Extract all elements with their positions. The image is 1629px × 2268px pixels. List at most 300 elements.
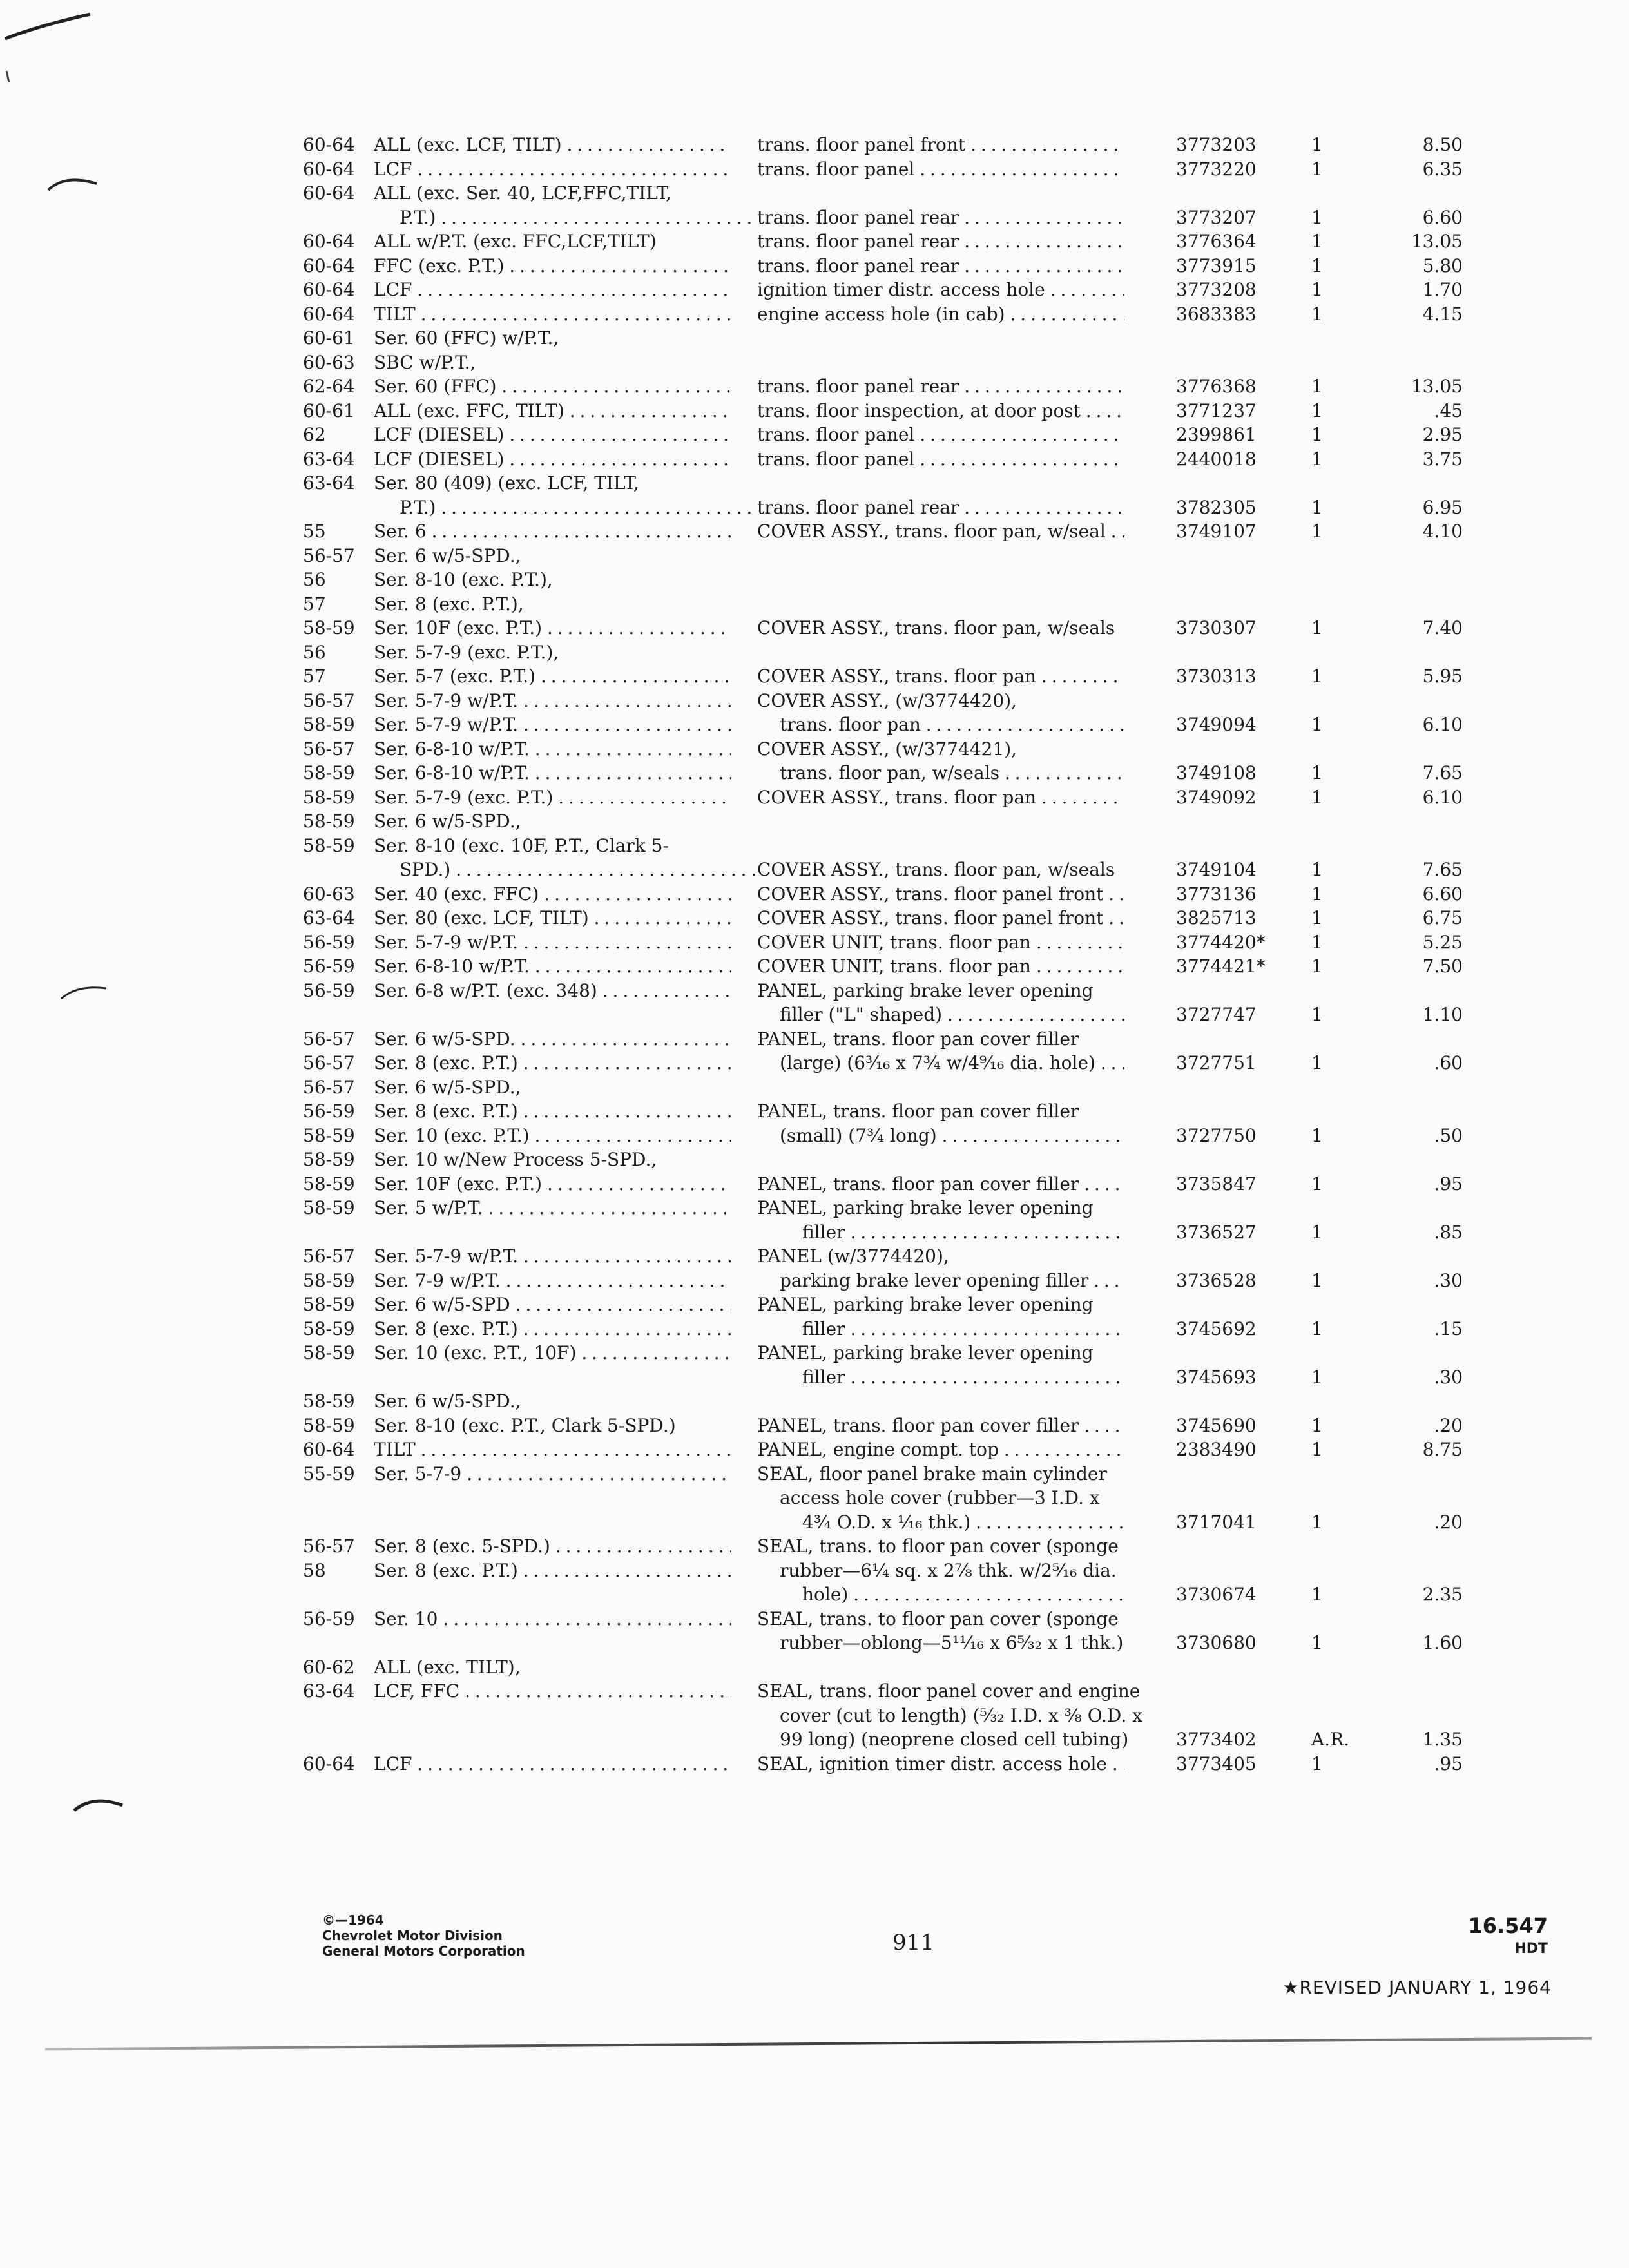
model-years: 56-59 xyxy=(303,979,355,1001)
price: 13.05 xyxy=(1411,376,1463,397)
quantity: 1 xyxy=(1311,1221,1323,1243)
part-number: 3745692 xyxy=(1176,1318,1257,1340)
description: trans. floor panel . . . xyxy=(757,423,1124,447)
table-row xyxy=(303,519,1463,544)
application: SPD.) . . . xyxy=(400,858,757,882)
quantity: 1 xyxy=(1311,956,1323,977)
quantity: 1 xyxy=(1311,231,1323,252)
table-row xyxy=(303,1365,1463,1390)
model-years: 57 xyxy=(303,666,326,687)
quantity: 1 xyxy=(1311,303,1323,325)
application: Ser. 8 (exc. P.T.) . . . xyxy=(374,1317,731,1341)
description: PANEL, parking brake lever opening xyxy=(757,979,1094,1001)
table-row xyxy=(303,737,1463,762)
model-years: 58-59 xyxy=(303,1318,355,1340)
application: Ser. 6-8-10 w/P.T. . . . xyxy=(374,954,731,979)
part-number: 3727747 xyxy=(1176,1004,1257,1025)
model-years: 62-64 xyxy=(303,376,355,397)
table-row xyxy=(303,1244,1463,1269)
description: trans. floor pan . . . xyxy=(780,713,1124,737)
table-row xyxy=(303,1486,1463,1510)
quantity: 1 xyxy=(1311,1269,1323,1291)
model-years: 58-59 xyxy=(303,1269,355,1291)
section-code: HDT xyxy=(1514,1941,1548,1957)
quantity: 1 xyxy=(1311,1004,1323,1025)
description: PANEL, trans. floor pan cover filler . . . xyxy=(757,1414,1124,1438)
copyright: ©—1964 xyxy=(322,1912,384,1928)
quantity: 1 xyxy=(1311,762,1323,783)
table-row xyxy=(303,1510,1463,1535)
application: Ser. 10F (exc. P.T.) . . . xyxy=(374,616,731,640)
table-row xyxy=(303,1655,1463,1680)
division: Chevrolet Motor Division xyxy=(322,1928,503,1943)
table-row xyxy=(303,809,1463,834)
model-years: 60-61 xyxy=(303,327,355,349)
quantity: 1 xyxy=(1311,1124,1323,1146)
model-years: 60-64 xyxy=(303,279,355,300)
price: 1.70 xyxy=(1422,279,1463,300)
part-number: 3683383 xyxy=(1176,303,1257,325)
part-number: 3749094 xyxy=(1176,714,1257,735)
table-row xyxy=(303,1099,1463,1124)
application: Ser. 6 w/5-SPD., xyxy=(374,1076,521,1098)
price: 2.95 xyxy=(1422,424,1463,445)
table-row xyxy=(303,1727,1463,1752)
model-years: 56 xyxy=(303,641,326,663)
model-years: 60-63 xyxy=(303,351,355,373)
table-row xyxy=(303,1704,1463,1728)
application: Ser. 80 (exc. LCF, TILT) . . . xyxy=(374,906,731,930)
quantity: 1 xyxy=(1311,158,1323,180)
corporation: General Motors Corporation xyxy=(322,1943,525,1959)
table-row xyxy=(303,351,1463,375)
quantity: 1 xyxy=(1311,279,1323,300)
application: Ser. 8-10 (exc. P.T., Clark 5-SPD.) xyxy=(374,1414,676,1436)
model-years: 60-61 xyxy=(303,399,355,421)
description: PANEL, trans. floor pan cover filler xyxy=(757,1028,1079,1050)
scan-mark-left-3 xyxy=(71,1791,129,1817)
table-row xyxy=(303,1607,1463,1631)
model-years: 60-64 xyxy=(303,303,355,325)
quantity: 1 xyxy=(1311,714,1323,735)
price: .30 xyxy=(1434,1366,1463,1388)
table-row xyxy=(303,1051,1463,1075)
model-years: 56-57 xyxy=(303,544,355,566)
model-years: 58-59 xyxy=(303,1390,355,1412)
description: trans. floor pan, w/seals . . . xyxy=(780,761,1124,785)
description: COVER UNIT, trans. floor pan . . . xyxy=(757,954,1124,979)
part-number: 3749108 xyxy=(1176,762,1257,783)
price: 7.40 xyxy=(1422,617,1463,639)
table-row xyxy=(303,1341,1463,1365)
description: trans. floor panel rear . . . xyxy=(757,495,1124,520)
price: .20 xyxy=(1434,1414,1463,1436)
description: filler . . . xyxy=(802,1317,1124,1341)
part-number: 3773203 xyxy=(1176,134,1257,155)
description: COVER ASSY., trans. floor pan, w/seals xyxy=(757,859,1115,880)
table-row xyxy=(303,568,1463,592)
application: Ser. 80 (409) (exc. LCF, TILT, xyxy=(374,472,639,494)
model-years: 63-64 xyxy=(303,448,355,470)
table-row xyxy=(303,254,1463,278)
description: 4³⁄₄ O.D. x ¹⁄₁₆ thk.) . . . xyxy=(802,1510,1124,1535)
description: PANEL, trans. floor pan cover filler . . . xyxy=(757,1172,1124,1196)
model-years: 58-59 xyxy=(303,1414,355,1436)
price: 13.05 xyxy=(1411,231,1463,252)
description: PANEL, parking brake lever opening xyxy=(757,1197,1094,1218)
model-years: 56-59 xyxy=(303,1100,355,1122)
application: Ser. 8 (exc. P.T.), xyxy=(374,593,524,615)
quantity: 1 xyxy=(1311,399,1323,421)
description: SEAL, trans. floor panel cover and engine xyxy=(757,1680,1141,1702)
quantity: 1 xyxy=(1311,1414,1323,1436)
description: SEAL, ignition timer distr. access hole . . . xyxy=(757,1752,1124,1776)
quantity: 1 xyxy=(1311,931,1323,953)
price: .15 xyxy=(1434,1318,1463,1340)
quantity: 1 xyxy=(1311,617,1323,639)
application: Ser. 10 (exc. P.T., 10F) . . . xyxy=(374,1341,731,1365)
quantity: 1 xyxy=(1311,424,1323,445)
part-number: 3730313 xyxy=(1176,666,1257,687)
price: 6.60 xyxy=(1422,206,1463,228)
table-row xyxy=(303,954,1463,979)
scan-mark-left-2 xyxy=(58,979,116,1005)
model-years: 58-59 xyxy=(303,714,355,735)
table-row xyxy=(303,713,1463,737)
description: trans. floor panel . . . xyxy=(757,447,1124,472)
price: 4.15 xyxy=(1422,303,1463,325)
description: cover (cut to length) (⁵⁄₃₂ I.D. x ³⁄₈ O.D. x xyxy=(780,1704,1142,1726)
price: 5.80 xyxy=(1422,255,1463,276)
description: trans. floor panel . . . xyxy=(757,157,1124,182)
part-number: 3774421* xyxy=(1176,956,1266,977)
table-row xyxy=(303,979,1463,1003)
price: 6.10 xyxy=(1422,714,1463,735)
application: Ser. 5-7 (exc. P.T.) . . . xyxy=(374,664,731,689)
application: Ser. 10 . . . xyxy=(374,1607,731,1631)
table-row xyxy=(303,1172,1463,1196)
table-row xyxy=(303,181,1463,206)
description: (large) (6³⁄₁₆ x 7³⁄₄ w/4⁹⁄₁₆ dia. hole) . . . xyxy=(780,1051,1124,1075)
part-number: 3773220 xyxy=(1176,158,1257,180)
application: ALL (exc. TILT), xyxy=(374,1656,521,1678)
part-number: 3717041 xyxy=(1176,1511,1257,1533)
application: Ser. 8 (exc. P.T.) . . . xyxy=(374,1051,731,1075)
model-years: 58 xyxy=(303,1559,326,1581)
description: trans. floor panel rear . . . xyxy=(757,254,1124,278)
application: LCF (DIESEL) . . . xyxy=(374,423,731,447)
application: ALL (exc. Ser. 40, LCF,FFC,TILT, xyxy=(374,182,672,204)
model-years: 62 xyxy=(303,424,326,445)
price: 4.10 xyxy=(1422,521,1463,542)
price: 7.50 xyxy=(1422,956,1463,977)
part-number: 3730674 xyxy=(1176,1584,1257,1605)
application: LCF, FFC . . . xyxy=(374,1679,731,1704)
description: COVER UNIT, trans. floor pan . . . xyxy=(757,930,1124,955)
quantity: 1 xyxy=(1311,521,1323,542)
table-row xyxy=(303,447,1463,472)
scan-mark-top-left xyxy=(0,0,116,90)
model-years: 58-59 xyxy=(303,834,355,856)
quantity: 1 xyxy=(1311,666,1323,687)
description: COVER ASSY., trans. floor panel front . . . xyxy=(757,906,1124,930)
part-number: 3745690 xyxy=(1176,1414,1257,1436)
quantity: 1 xyxy=(1311,496,1323,518)
description: 99 long) (neoprene closed cell tubing) xyxy=(780,1729,1129,1750)
table-row xyxy=(303,1389,1463,1414)
application: Ser. 6-8 w/P.T. (exc. 348) . . . xyxy=(374,979,731,1003)
quantity: 1 xyxy=(1311,1366,1323,1388)
model-years: 60-64 xyxy=(303,1439,355,1460)
application: Ser. 6 w/5-SPD. . . . xyxy=(374,1027,731,1052)
application: Ser. 5-7-9 w/P.T. . . . xyxy=(374,1244,731,1269)
table-row xyxy=(303,1293,1463,1317)
application: Ser. 60 (FFC) . . . xyxy=(374,374,731,399)
table-row xyxy=(303,906,1463,930)
page-number: 911 xyxy=(892,1930,934,1956)
model-years: 56-57 xyxy=(303,1245,355,1267)
table-row xyxy=(303,1269,1463,1293)
application: Ser. 6 . . . xyxy=(374,519,731,544)
table-row xyxy=(303,1317,1463,1341)
part-number: 3727750 xyxy=(1176,1124,1257,1146)
table-row xyxy=(303,471,1463,495)
application: ALL (exc. FFC, TILT) . . . xyxy=(374,399,731,423)
price: .95 xyxy=(1434,1173,1463,1195)
part-number: 3773402 xyxy=(1176,1729,1257,1750)
table-row xyxy=(303,930,1463,955)
part-number: 3773207 xyxy=(1176,206,1257,228)
model-years: 60-64 xyxy=(303,231,355,252)
model-years: 56-57 xyxy=(303,689,355,711)
description: hole) . . . xyxy=(802,1582,1124,1607)
application: Ser. 7-9 w/P.T. . . . xyxy=(374,1269,731,1293)
quantity: 1 xyxy=(1311,1584,1323,1605)
quantity: 1 xyxy=(1311,1052,1323,1073)
model-years: 58-59 xyxy=(303,1197,355,1218)
part-number: 2399861 xyxy=(1176,424,1257,445)
price: 8.75 xyxy=(1422,1439,1463,1460)
table-row xyxy=(303,302,1463,327)
part-number: 3749107 xyxy=(1176,521,1257,542)
description: ignition timer distr. access hole . . . xyxy=(757,278,1124,302)
model-years: 58-59 xyxy=(303,1124,355,1146)
table-row xyxy=(303,278,1463,302)
table-row xyxy=(303,1075,1463,1100)
description: PANEL, trans. floor pan cover filler xyxy=(757,1100,1079,1122)
model-years: 58-59 xyxy=(303,786,355,808)
description: COVER ASSY., trans. floor pan, w/seals xyxy=(757,617,1115,639)
table-row xyxy=(303,133,1463,157)
table-row xyxy=(303,1196,1463,1220)
part-number: 3773405 xyxy=(1176,1753,1257,1774)
table-row xyxy=(303,664,1463,689)
application: Ser. 10 w/New Process 5-SPD., xyxy=(374,1149,657,1170)
part-number: 3730307 xyxy=(1176,617,1257,639)
description: rubber—oblong—5¹¹⁄₁₆ x 6⁵⁄₃₂ x 1 thk.) . . . xyxy=(780,1631,1124,1655)
application: FFC (exc. P.T.) . . . xyxy=(374,254,731,278)
table-row xyxy=(303,1124,1463,1148)
quantity: 1 xyxy=(1311,206,1323,228)
description: PANEL, engine compt. top . . . xyxy=(757,1437,1124,1462)
part-number: 3825713 xyxy=(1176,907,1257,928)
description: SEAL, trans. to floor pan cover (sponge xyxy=(757,1608,1119,1629)
scan-edge-line xyxy=(45,2037,1592,2051)
description: trans. floor inspection, at door post . . . xyxy=(757,399,1124,423)
part-number: 3749092 xyxy=(1176,786,1257,808)
model-years: 58-59 xyxy=(303,762,355,783)
description: parking brake lever opening filler . . . xyxy=(780,1269,1124,1293)
table-row xyxy=(303,374,1463,399)
parts-list xyxy=(303,133,1463,1776)
part-number: 3773915 xyxy=(1176,255,1257,276)
table-row xyxy=(303,1437,1463,1462)
quantity: 1 xyxy=(1311,883,1323,905)
model-years: 60-64 xyxy=(303,182,355,204)
model-years: 56-57 xyxy=(303,1076,355,1098)
price: 6.60 xyxy=(1422,883,1463,905)
model-years: 58-59 xyxy=(303,811,355,832)
application: LCF . . . xyxy=(374,1752,731,1776)
table-row xyxy=(303,1148,1463,1172)
part-number: 3736527 xyxy=(1176,1221,1257,1243)
application: P.T.) . . . xyxy=(400,206,757,230)
table-row xyxy=(303,423,1463,447)
model-years: 60-62 xyxy=(303,1656,355,1678)
quantity: 1 xyxy=(1311,1511,1323,1533)
model-years: 60-63 xyxy=(303,883,355,905)
description: (small) (7³⁄₄ long) . . . xyxy=(780,1124,1124,1148)
model-years: 63-64 xyxy=(303,472,355,494)
price: .50 xyxy=(1434,1124,1463,1146)
table-row xyxy=(303,785,1463,810)
application: Ser. 6 w/5-SPD., xyxy=(374,811,521,832)
table-row xyxy=(303,1582,1463,1607)
price: 7.65 xyxy=(1422,762,1463,783)
description: PANEL, parking brake lever opening xyxy=(757,1342,1094,1363)
price: .85 xyxy=(1434,1221,1463,1243)
description: PANEL, parking brake lever opening xyxy=(757,1294,1094,1315)
application: Ser. 10F (exc. P.T.) . . . xyxy=(374,1172,731,1196)
application: Ser. 6 w/5-SPD., xyxy=(374,1390,521,1412)
price: 5.95 xyxy=(1422,666,1463,687)
table-row xyxy=(303,834,1463,858)
revised-date: ★REVISED JANUARY 1, 1964 xyxy=(1282,1977,1552,1998)
application: Ser. 5-7-9 w/P.T. . . . xyxy=(374,930,731,955)
description: trans. floor panel rear . . . xyxy=(757,229,1124,254)
price: 5.25 xyxy=(1422,931,1463,953)
application: Ser. 5-7-9 w/P.T. . . . xyxy=(374,689,731,713)
description: filler ("L" shaped) . . . xyxy=(780,1003,1124,1027)
price: 6.35 xyxy=(1422,158,1463,180)
application: Ser. 6 w/5-SPD., xyxy=(374,544,521,566)
price: 8.50 xyxy=(1422,134,1463,155)
model-years: 60-64 xyxy=(303,1753,355,1774)
table-row xyxy=(303,761,1463,785)
description: engine access hole (in cab) . . . xyxy=(757,302,1124,327)
quantity: 1 xyxy=(1311,859,1323,880)
table-row xyxy=(303,1220,1463,1245)
model-years: 58-59 xyxy=(303,1149,355,1170)
application: Ser. 6 w/5-SPD . . . xyxy=(374,1293,731,1317)
description: COVER ASSY., trans. floor pan . . . xyxy=(757,664,1124,689)
table-row xyxy=(303,1414,1463,1438)
part-number: 3735847 xyxy=(1176,1173,1257,1195)
part-number: 3745693 xyxy=(1176,1366,1257,1388)
table-row xyxy=(303,1631,1463,1655)
quantity: 1 xyxy=(1311,1173,1323,1195)
model-years: 56 xyxy=(303,569,326,590)
table-row xyxy=(303,592,1463,617)
table-row xyxy=(303,1462,1463,1486)
description: COVER ASSY., (w/3774421), xyxy=(757,738,1017,760)
model-years: 56-59 xyxy=(303,956,355,977)
part-number: 3773136 xyxy=(1176,883,1257,905)
application: Ser. 8 (exc. P.T.) . . . xyxy=(374,1559,731,1583)
model-years: 58-59 xyxy=(303,1173,355,1195)
price: 1.60 xyxy=(1422,1632,1463,1653)
description: SEAL, trans. to floor pan cover (sponge xyxy=(757,1535,1119,1557)
price: .30 xyxy=(1434,1269,1463,1291)
quantity: 1 xyxy=(1311,255,1323,276)
scan-mark-left-1 xyxy=(45,171,103,197)
description: filler . . . xyxy=(802,1220,1124,1245)
part-number: 3782305 xyxy=(1176,496,1257,518)
table-row xyxy=(303,1559,1463,1583)
price: 7.65 xyxy=(1422,859,1463,880)
application: Ser. 5-7-9 (exc. P.T.), xyxy=(374,641,559,663)
quantity: 1 xyxy=(1311,376,1323,397)
part-number: 3771237 xyxy=(1176,399,1257,421)
quantity: 1 xyxy=(1311,1753,1323,1774)
quantity: 1 xyxy=(1311,1318,1323,1340)
model-years: 56-57 xyxy=(303,1028,355,1050)
description: trans. floor panel front . . . xyxy=(757,133,1124,157)
model-years: 56-57 xyxy=(303,1535,355,1557)
price: .20 xyxy=(1434,1511,1463,1533)
table-row xyxy=(303,1027,1463,1052)
model-years: 55 xyxy=(303,521,326,542)
model-years: 58-59 xyxy=(303,1294,355,1315)
description: rubber—6¹⁄₄ sq. x 2⁷⁄₈ thk. w/2⁵⁄₁₆ dia. xyxy=(780,1559,1117,1581)
price: .60 xyxy=(1434,1052,1463,1073)
quantity: 1 xyxy=(1311,134,1323,155)
quantity: 1 xyxy=(1311,907,1323,928)
price: .45 xyxy=(1434,399,1463,421)
application: LCF (DIESEL) . . . xyxy=(374,447,731,472)
price: 6.95 xyxy=(1422,496,1463,518)
table-row xyxy=(303,326,1463,351)
application: TILT . . . xyxy=(374,1437,731,1462)
price: 6.10 xyxy=(1422,786,1463,808)
application: Ser. 5-7-9 (exc. P.T.) . . . xyxy=(374,785,731,810)
description: COVER ASSY., trans. floor pan, w/seal . . . xyxy=(757,519,1124,544)
application: Ser. 8 (exc. 5-SPD.) . . . xyxy=(374,1534,731,1559)
part-number: 2440018 xyxy=(1176,448,1257,470)
model-years: 56-57 xyxy=(303,1052,355,1073)
application: Ser. 5 w/P.T. . . . xyxy=(374,1196,731,1220)
model-years: 60-64 xyxy=(303,134,355,155)
model-years: 60-64 xyxy=(303,158,355,180)
description: trans. floor panel rear . . . xyxy=(757,374,1124,399)
table-row xyxy=(303,882,1463,907)
quantity: A.R. xyxy=(1311,1729,1350,1750)
table-row xyxy=(303,689,1463,713)
table-row xyxy=(303,640,1463,665)
application: ALL (exc. LCF, TILT) . . . xyxy=(374,133,731,157)
quantity: 1 xyxy=(1311,1439,1323,1460)
table-row xyxy=(303,544,1463,568)
